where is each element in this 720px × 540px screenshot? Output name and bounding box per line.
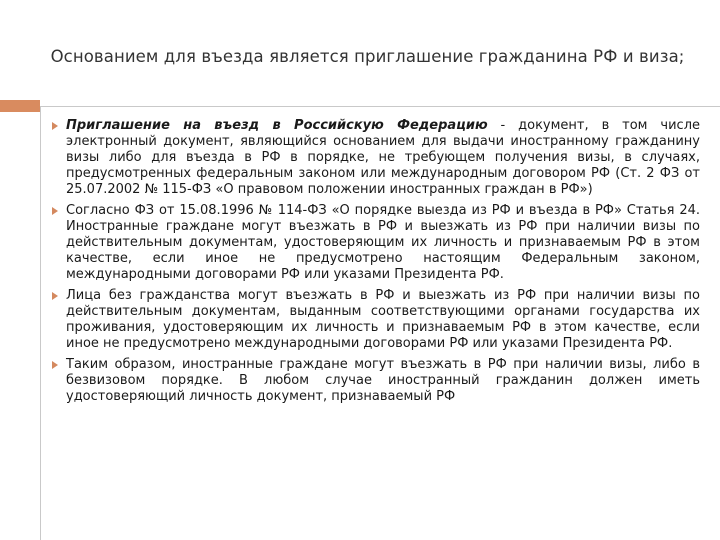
- slide-title: Основанием для въезда является приглашение гражданина РФ и виза;: [50, 47, 685, 66]
- list-item: [52, 288, 700, 352]
- triangle-bullet-icon: [52, 207, 58, 215]
- list-item: [52, 118, 700, 198]
- item-text: Таким образом, иностранные граждане могут въезжать в РФ при наличии визы, либо в безвизовом порядке. В любом случае иностранный гражданин должен иметь удостоверяющий личность документ, признаваемый РФ: [66, 357, 700, 404]
- item-text: Согласно ФЗ от 15.08.1996 № 114-ФЗ «О порядке выезда из РФ и въезда в РФ» Статья 24. Иностранные граждане могут въезжать в РФ и выезжать из РФ при наличии визы по действительным документам, удостоверяющим их личность и признаваемым РФ в этом качестве, если иное не предусмотрено настоящим Федеральным законом, международными договорами РФ или указами Президента РФ.: [66, 203, 700, 282]
- item-lead-term: Приглашение на въезд в Российскую Федерацию: [66, 118, 488, 133]
- list-item: [52, 203, 700, 283]
- triangle-bullet-icon: [52, 361, 58, 369]
- item-text: - документ, в том числе электронный документ, являющийся основанием для выдачи иностранному гражданину визы либо для въезда в РФ в порядке, не требующем получения визы, в случаях, предусмотренных федеральным законом или международным договором РФ (Ст. 2 ФЗ от 25.07.2002 № 115-ФЗ «О правовом положении иностранных граждан в РФ»): [66, 118, 700, 197]
- title-accent-bar: [0, 100, 40, 112]
- list-item: [52, 357, 700, 405]
- left-vertical-rule: [40, 106, 41, 540]
- triangle-bullet-icon: [52, 292, 58, 300]
- title-divider: [40, 106, 720, 107]
- item-text: Лица без гражданства могут въезжать в РФ и выезжать из РФ при наличии визы по действительным документам, выданным соответствующими органами государства их проживания, удостоверяющим их личность и признаваемым РФ в этом качестве, если иное не предусмотрено международными договорами РФ или указами Президента РФ.: [66, 288, 700, 351]
- bullet-list: [52, 118, 700, 410]
- triangle-bullet-icon: [52, 122, 58, 130]
